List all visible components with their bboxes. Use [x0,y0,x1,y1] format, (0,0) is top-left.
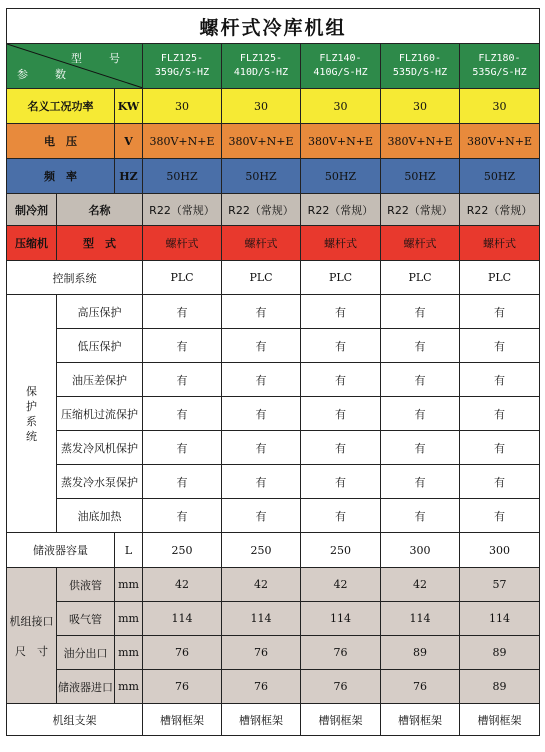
value-cell: PLC [143,261,222,295]
value-cell: 有 [381,295,460,329]
value-cell: 380V+N+E [143,124,222,159]
power-row [7,89,540,124]
protection-group-label [7,295,57,533]
value-cell: 有 [301,397,381,431]
voltage-unit: V [115,124,143,159]
model-name-line: 410G/S-HZ [313,67,368,78]
value-cell: 有 [222,431,301,465]
value-cell: 76 [301,636,381,670]
connections-group-label [7,568,57,704]
spec-sheet [6,8,539,736]
value-cell: 250 [143,533,222,568]
value-cell: 42 [143,568,222,602]
protection-row [7,465,540,499]
value-cell: 42 [381,568,460,602]
protection-item-label: 高压保护 [57,295,143,329]
model-name-line: 535D/S-HZ [392,67,448,78]
value-cell: 有 [301,363,381,397]
value-cell: 有 [143,431,222,465]
value-cell: 槽钢框架 [381,704,460,736]
control-row [7,261,540,295]
param-label: 参 数 [17,68,74,81]
value-cell: 螺杆式 [460,226,540,261]
power-label: 名义工况功率 [7,89,115,124]
value-cell: 300 [381,533,460,568]
value-cell: R22（常规） [143,194,222,226]
control-label: 控制系统 [7,261,143,295]
value-cell: 有 [301,465,381,499]
value-cell: R22（常规） [222,194,301,226]
value-cell: 有 [460,465,540,499]
frequency-row [7,159,540,194]
support-row [7,704,540,736]
protection-group-char: 保 [26,384,37,398]
value-cell: 有 [143,397,222,431]
value-cell: 50HZ [381,159,460,194]
protection-row [7,295,540,329]
model-name-line: FLZ160- [398,53,442,64]
connection-unit: mm [115,670,143,704]
protection-item-label: 压缩机过流保护 [57,397,143,431]
value-cell: 有 [460,363,540,397]
value-cell: 50HZ [222,159,301,194]
value-cell: R22（常规） [460,194,540,226]
value-cell: 50HZ [143,159,222,194]
value-cell: 50HZ [301,159,381,194]
value-cell: 有 [222,465,301,499]
value-cell: 有 [222,295,301,329]
value-cell: 有 [143,329,222,363]
model-header-cell [381,44,460,89]
receiver-label: 储液器容量 [7,533,115,568]
connection-row [7,568,540,602]
value-cell: 76 [301,670,381,704]
value-cell: PLC [381,261,460,295]
protection-row [7,431,540,465]
voltage-label: 电 压 [7,124,115,159]
value-cell: 有 [222,397,301,431]
value-cell: 114 [460,602,540,636]
connection-unit: mm [115,636,143,670]
frequency-label: 频 率 [7,159,115,194]
receiver-row [7,533,540,568]
value-cell: 114 [143,602,222,636]
value-cell: 有 [381,431,460,465]
model-name-line: FLZ140- [319,53,362,64]
value-cell: 有 [222,499,301,533]
value-cell: 250 [301,533,381,568]
value-cell: 42 [222,568,301,602]
model-header-cell [143,44,222,89]
value-cell: 30 [381,89,460,124]
protection-group-char: 统 [26,429,37,443]
protection-group-char: 护 [26,399,37,413]
receiver-unit: L [115,533,143,568]
connections-group-line: 尺 寸 [15,644,48,658]
value-cell: 89 [381,636,460,670]
protection-item-label: 油底加热 [57,499,143,533]
model-name-line: 359G/S-HZ [154,67,210,78]
model-header-cell [301,44,381,89]
value-cell: 300 [460,533,540,568]
value-cell: 76 [222,636,301,670]
value-cell: 30 [143,89,222,124]
value-cell: 有 [143,499,222,533]
value-cell: 30 [301,89,381,124]
protection-row [7,397,540,431]
protection-row [7,329,540,363]
refrigerant-label: 制冷剂 [7,194,57,226]
value-cell: 有 [460,431,540,465]
value-cell: PLC [222,261,301,295]
protection-item-label: 低压保护 [57,329,143,363]
power-unit: KW [115,89,143,124]
value-cell: 有 [381,329,460,363]
value-cell: 114 [381,602,460,636]
spec-table [6,8,540,736]
model-header-cell [460,44,540,89]
value-cell: 有 [460,397,540,431]
connection-row [7,636,540,670]
value-cell: 有 [301,329,381,363]
value-cell: 114 [222,602,301,636]
frequency-unit: HZ [115,159,143,194]
connections-group-line: 机组接口 [9,614,54,628]
value-cell: 114 [301,602,381,636]
protection-item-label: 蒸发冷风机保护 [57,431,143,465]
value-cell: 89 [460,670,540,704]
header-diagonal-cell [7,44,143,89]
model-name-line: 535G/S-HZ [472,67,527,78]
value-cell: 76 [381,670,460,704]
model-name-line: FLZ180- [478,53,521,64]
value-cell: R22（常规） [301,194,381,226]
value-cell: 螺杆式 [301,226,381,261]
connection-row [7,602,540,636]
value-cell: 42 [301,568,381,602]
refrigerant-sublabel: 名称 [57,194,143,226]
voltage-row [7,124,540,159]
value-cell: 30 [460,89,540,124]
value-cell: 50HZ [460,159,540,194]
value-cell: 螺杆式 [143,226,222,261]
table-title: 螺杆式冷库机组 [7,9,540,44]
value-cell: 380V+N+E [222,124,301,159]
protection-row [7,499,540,533]
connection-row [7,670,540,704]
value-cell: 有 [381,363,460,397]
value-cell: 有 [143,465,222,499]
connection-label: 油分出口 [57,636,115,670]
value-cell: 76 [222,670,301,704]
value-cell: 57 [460,568,540,602]
model-name-line: 410D/S-HZ [233,67,289,78]
value-cell: PLC [301,261,381,295]
value-cell: 槽钢框架 [222,704,301,736]
connection-label: 吸气管 [57,602,115,636]
model-name-line: FLZ125- [160,53,204,64]
value-cell: 有 [222,363,301,397]
value-cell: PLC [460,261,540,295]
model-name-line: FLZ125- [239,53,283,64]
connection-unit: mm [115,602,143,636]
model-label: 型 号 [71,52,128,65]
value-cell: 槽钢框架 [143,704,222,736]
protection-item-label: 油压差保护 [57,363,143,397]
value-cell: 76 [143,636,222,670]
compressor-sublabel: 型 式 [57,226,143,261]
compressor-row [7,226,540,261]
connection-label: 储液器进口 [57,670,115,704]
value-cell: 89 [460,636,540,670]
protection-row [7,363,540,397]
value-cell: 有 [301,499,381,533]
value-cell: 有 [301,431,381,465]
value-cell: 380V+N+E [460,124,540,159]
connection-label: 供液管 [57,568,115,602]
value-cell: 有 [143,363,222,397]
connection-unit: mm [115,568,143,602]
value-cell: 有 [381,465,460,499]
model-header-cell [222,44,301,89]
value-cell: 槽钢框架 [460,704,540,736]
value-cell: R22（常规） [381,194,460,226]
value-cell: 有 [381,499,460,533]
value-cell: 有 [460,329,540,363]
value-cell: 有 [143,295,222,329]
value-cell: 螺杆式 [222,226,301,261]
value-cell: 有 [460,295,540,329]
protection-group-char: 系 [26,414,37,428]
value-cell: 螺杆式 [381,226,460,261]
value-cell: 有 [301,295,381,329]
support-label: 机组支架 [7,704,143,736]
value-cell: 槽钢框架 [301,704,381,736]
compressor-label: 压缩机 [7,226,57,261]
value-cell: 30 [222,89,301,124]
protection-item-label: 蒸发冷水泵保护 [57,465,143,499]
value-cell: 250 [222,533,301,568]
value-cell: 380V+N+E [301,124,381,159]
value-cell: 有 [381,397,460,431]
value-cell: 有 [460,499,540,533]
value-cell: 有 [222,329,301,363]
value-cell: 76 [143,670,222,704]
refrigerant-row [7,194,540,226]
value-cell: 380V+N+E [381,124,460,159]
